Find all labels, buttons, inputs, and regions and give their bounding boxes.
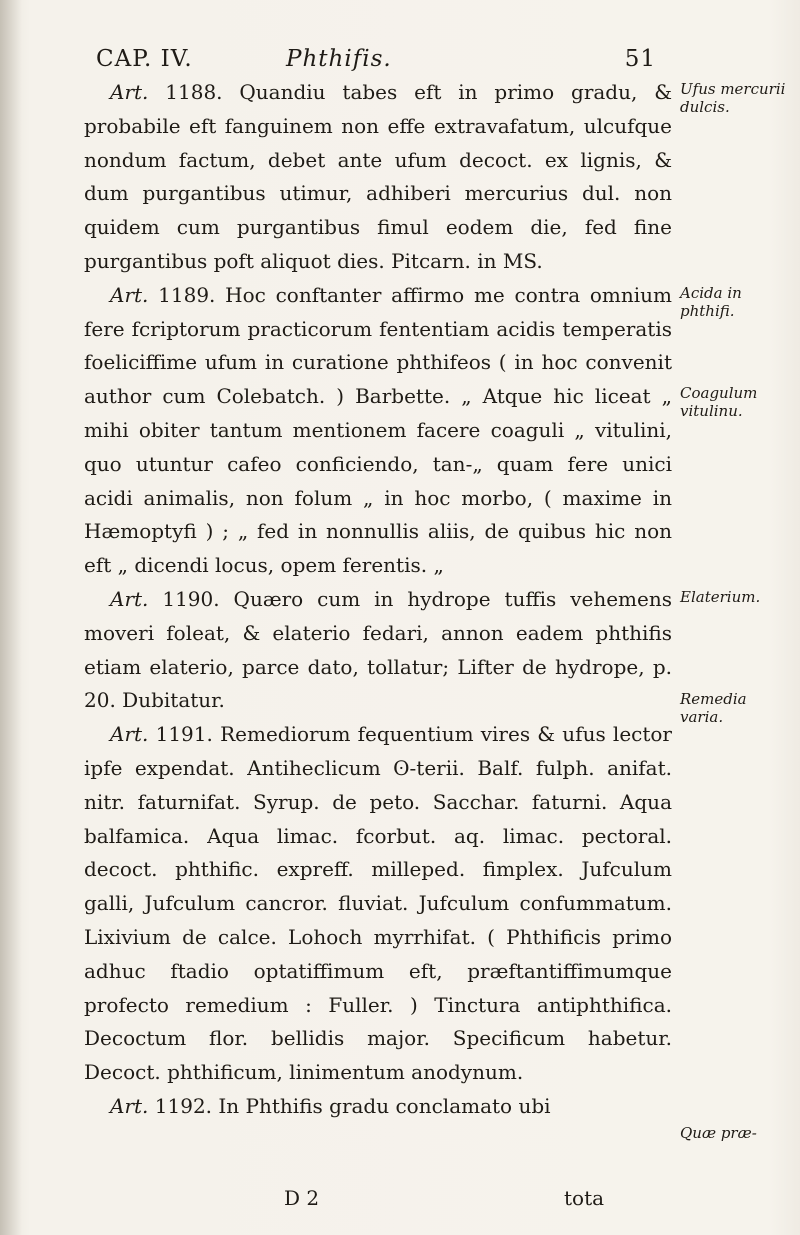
article-text: In Phthifis gradu conclamato ubi bbox=[218, 1093, 551, 1118]
article-text: Remediorum fequentium vires & ufus lector ipfe expendat. Antiheclicum ʘ-terii. Balf. fulph. anifat. nitr. faturnifat. Syrup. de peto. Sacchar. faturni. Aqua balfamica. Aqua limac. fcorbut. aq. limac. pectoral. decoct. phthific. expreff. milleped. fimplex. Jufculum galli, Jufculum cancror. fluviat. Jufculum confummatum. Lixivium de calce. Lohoch myrrhifat. ( Phthificis primo adhuc ftadio optatiffimum eft, præftantiffimumque profecto remedium : Fuller. ) Tinctura antiphthifica. Decoctum flor. bellidis major. Specificum habetur. Decoct. phthificum, linimentum anodynum. bbox=[84, 722, 672, 1085]
signature-mark: D 2 bbox=[284, 1186, 320, 1210]
article-label: Art. bbox=[110, 80, 149, 104]
page-number: 51 bbox=[624, 46, 656, 72]
catchword: tota bbox=[564, 1186, 605, 1210]
gutter-shadow bbox=[0, 0, 22, 1235]
article-number: 1189. bbox=[158, 282, 216, 307]
running-title: Phthifis. bbox=[286, 46, 392, 72]
chapter-label: CAP. IV. bbox=[96, 46, 193, 72]
article-1189 bbox=[84, 279, 672, 583]
article-label: Art. bbox=[110, 586, 149, 611]
article-text: Hoc conftanter affirmo me contra omnium fere fcriptorum practicorum fententiam acidis temperatis foeliciffime ufum in curatione phthifeos ( in hoc convenit author cum Colebatch. ) Barbette. „ Atque hic liceat „ mihi obiter tantum mentionem facere coaguli „ vitulini, quo utuntur cafeo conficiendo, tan-„ quam fere unici acidi animalis, non folum „ in hoc morbo, ( maxime in Hæmoptyfi ) ; „ fed in nonnullis aliis, de quibus hic non eft „ dicendi locus, opem ferentis. „ bbox=[84, 282, 673, 578]
margin-notes bbox=[680, 0, 792, 1235]
article-label: Art. bbox=[110, 282, 149, 307]
margin-note-acida: Acida in phthifi. bbox=[680, 284, 742, 320]
article-1191 bbox=[84, 718, 672, 1090]
running-header bbox=[96, 46, 656, 76]
article-number: 1191. bbox=[155, 722, 213, 747]
article-text: Quandiu tabes eft in primo gradu, & probabile eft fanguinem non effe extravafatum, ulcufque nondum factum, debet ante ufum decoct. ex lignis, & dum purgantibus utimur, adhiberi mercurius dul. non quidem cum purgantibus fimul eodem die, fed fine purgantibus poft aliquot dies. Pitcarn. in MS. bbox=[84, 80, 672, 273]
main-text bbox=[84, 76, 672, 1124]
margin-note-mercurius: Ufus mercurii dulcis. bbox=[680, 80, 786, 116]
article-1190 bbox=[84, 583, 672, 718]
margin-note-coagulum: Coagulum vitulinu. bbox=[680, 384, 758, 420]
article-1188 bbox=[84, 76, 672, 279]
article-number: 1190. bbox=[162, 586, 220, 611]
margin-note-elaterium: Elaterium. bbox=[680, 588, 761, 606]
article-label: Art. bbox=[110, 722, 149, 747]
margin-note-quae: Quæ præ- bbox=[680, 1124, 757, 1142]
page-footer bbox=[84, 1186, 672, 1218]
article-label: Art. bbox=[110, 1093, 149, 1118]
margin-note-remedia: Remedia varia. bbox=[680, 690, 747, 726]
article-text: Quæro cum in hydrope tuffis vehemens moveri foleat, & elaterio fedari, annon eadem phthifis etiam elaterio, parce dato, tollatur; Lifter de hydrope, p. 20. Dubitatur. bbox=[84, 586, 672, 713]
article-number: 1188. bbox=[165, 80, 223, 104]
article-1192 bbox=[84, 1090, 672, 1124]
article-number: 1192. bbox=[154, 1093, 213, 1118]
